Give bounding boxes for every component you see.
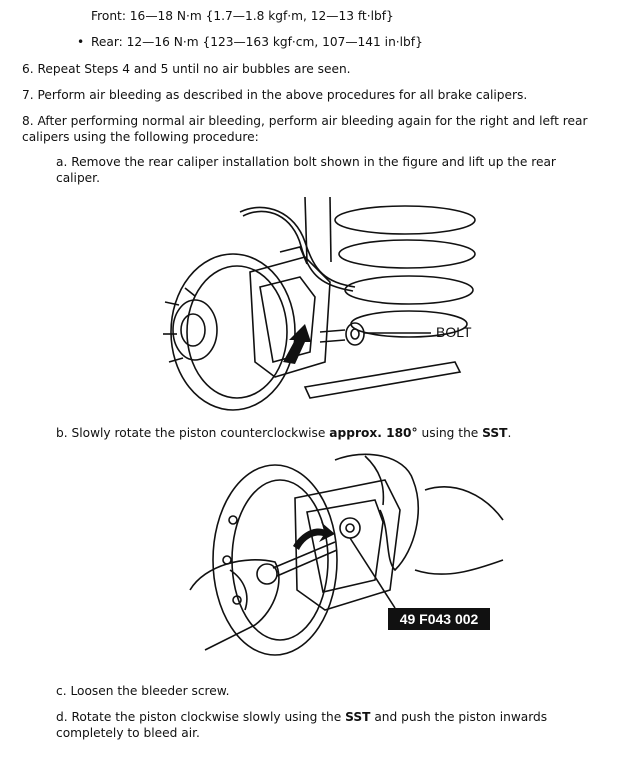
bolt-callout-label: BOLT — [436, 324, 472, 340]
figure-rear-caliper-bolt — [155, 192, 485, 417]
substep-a: a. Remove the rear caliper installation bolt shown in the figure and lift up the rear caliper. — [56, 155, 556, 185]
substep-b — [56, 425, 511, 441]
substep-b-text: b. Slowly rotate the piston counterclockwise — [56, 426, 330, 440]
spec-front: Front: 16—18 N·m {1.7—1.8 kgf·m, 12—13 ft·lbf} — [91, 9, 394, 23]
substep-b-sst: SST — [482, 426, 508, 440]
figure-piston-rotation — [185, 450, 505, 665]
substep-d-sst: SST — [345, 710, 371, 724]
caliper-bolt-illustration — [155, 192, 485, 417]
step-7: 7. Perform air bleeding as described in the above procedures for all brake calipers. — [22, 88, 528, 102]
substep-d-text-end: and push the piston inwards completely to bleed air. — [56, 710, 548, 740]
step-6: 6. Repeat Steps 4 and 5 until no air bubbles are seen. — [22, 62, 351, 76]
substep-b-text-end: . — [507, 426, 512, 440]
piston-rotation-illustration — [185, 450, 505, 665]
step-8: 8. After performing normal air bleeding, perform air bleeding again for the right and left rear calipers using the following procedure: — [22, 114, 588, 144]
sst-part-number-label: 49 F043 002 — [388, 608, 490, 630]
substep-c: c. Loosen the bleeder screw. — [56, 684, 230, 698]
substep-b-angle: approx. 180° — [329, 426, 418, 440]
substep-d-text: d. Rotate the piston clockwise slowly using the — [56, 710, 346, 724]
spec-rear: • Rear: 12—16 N·m {123—163 kgf·cm, 107—141 in·lbf} — [91, 34, 423, 50]
substep-b-text-mid: using the — [417, 426, 483, 440]
substep-d — [56, 709, 596, 741]
